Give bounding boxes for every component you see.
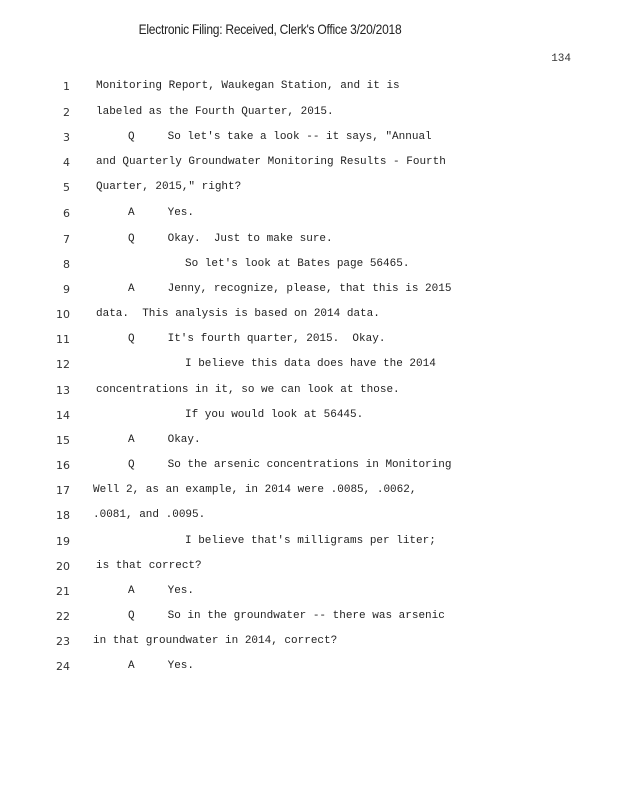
transcript-line	[0, 635, 618, 655]
transcript-line	[0, 484, 618, 504]
line-number: 1	[63, 80, 70, 93]
transcript-line	[0, 610, 618, 630]
line-number: 16	[56, 459, 70, 472]
line-number: 20	[56, 560, 70, 573]
transcript-line	[0, 283, 618, 303]
line-number: 17	[56, 484, 70, 497]
line-text: Quarter, 2015," right?	[96, 181, 242, 193]
line-number: 24	[56, 660, 70, 673]
line-text: labeled as the Fourth Quarter, 2015.	[96, 106, 334, 118]
line-text: Q It's fourth quarter, 2015. Okay.	[128, 333, 386, 345]
line-text: data. This analysis is based on 2014 data.	[96, 308, 380, 320]
transcript-line	[0, 409, 618, 429]
transcript-line	[0, 131, 618, 151]
line-text: and Quarterly Groundwater Monitoring Results - Fourth	[96, 156, 446, 168]
line-number: 22	[56, 610, 70, 623]
line-number: 8	[63, 258, 70, 271]
line-text: A Yes.	[128, 585, 195, 597]
transcript-line	[0, 434, 618, 454]
transcript-line	[0, 660, 618, 680]
transcript-line	[0, 233, 618, 253]
page-number: 134	[551, 53, 571, 65]
line-number: 9	[63, 283, 70, 296]
transcript-line	[0, 358, 618, 378]
line-text: is that correct?	[96, 560, 202, 572]
transcript-line	[0, 509, 618, 529]
line-text: Q So let's take a look -- it says, "Annual	[128, 131, 432, 143]
transcript-line	[0, 459, 618, 479]
line-text: .0081, and .0095.	[93, 509, 206, 521]
line-text: I believe this data does have the 2014	[185, 358, 436, 370]
line-number: 6	[63, 207, 70, 220]
line-text: Monitoring Report, Waukegan Station, and it is	[96, 80, 400, 92]
line-text: in that groundwater in 2014, correct?	[93, 635, 338, 647]
line-number: 12	[56, 358, 70, 371]
transcript-line	[0, 308, 618, 328]
line-number: 11	[56, 333, 70, 346]
line-number: 2	[63, 106, 70, 119]
line-number: 5	[63, 181, 70, 194]
line-number: 14	[56, 409, 70, 422]
filing-stamp-header: Electronic Filing: Received, Clerk's Office 3/20/2018	[138, 21, 402, 37]
line-text: A Yes.	[128, 207, 195, 219]
transcript-line	[0, 560, 618, 580]
line-text: Q So the arsenic concentrations in Monitoring	[128, 459, 452, 471]
line-text: concentrations in it, so we can look at those.	[96, 384, 400, 396]
line-text: I believe that's milligrams per liter;	[185, 535, 436, 547]
line-number: 19	[56, 535, 70, 548]
line-text: Q So in the groundwater -- there was arsenic	[128, 610, 445, 622]
transcript-line	[0, 384, 618, 404]
line-text: A Okay.	[128, 434, 201, 446]
transcript-line	[0, 535, 618, 555]
line-number: 13	[56, 384, 70, 397]
transcript-line	[0, 106, 618, 126]
line-text: Q Okay. Just to make sure.	[128, 233, 333, 245]
line-number: 10	[56, 308, 70, 321]
line-number: 7	[63, 233, 70, 246]
line-text: Well 2, as an example, in 2014 were .0085, .0062,	[93, 484, 417, 496]
line-number: 15	[56, 434, 70, 447]
line-text: A Jenny, recognize, please, that this is 2015	[128, 283, 452, 295]
line-number: 4	[63, 156, 70, 169]
transcript-line	[0, 207, 618, 227]
transcript-line	[0, 258, 618, 278]
transcript-line	[0, 585, 618, 605]
transcript-line	[0, 156, 618, 176]
line-number: 18	[56, 509, 70, 522]
line-text: So let's look at Bates page 56465.	[185, 258, 410, 270]
line-text: A Yes.	[128, 660, 195, 672]
transcript-line	[0, 181, 618, 201]
line-number: 23	[56, 635, 70, 648]
line-text: If you would look at 56445.	[185, 409, 364, 421]
line-number: 21	[56, 585, 70, 598]
line-number: 3	[63, 131, 70, 144]
transcript-line	[0, 80, 618, 100]
transcript-line	[0, 333, 618, 353]
